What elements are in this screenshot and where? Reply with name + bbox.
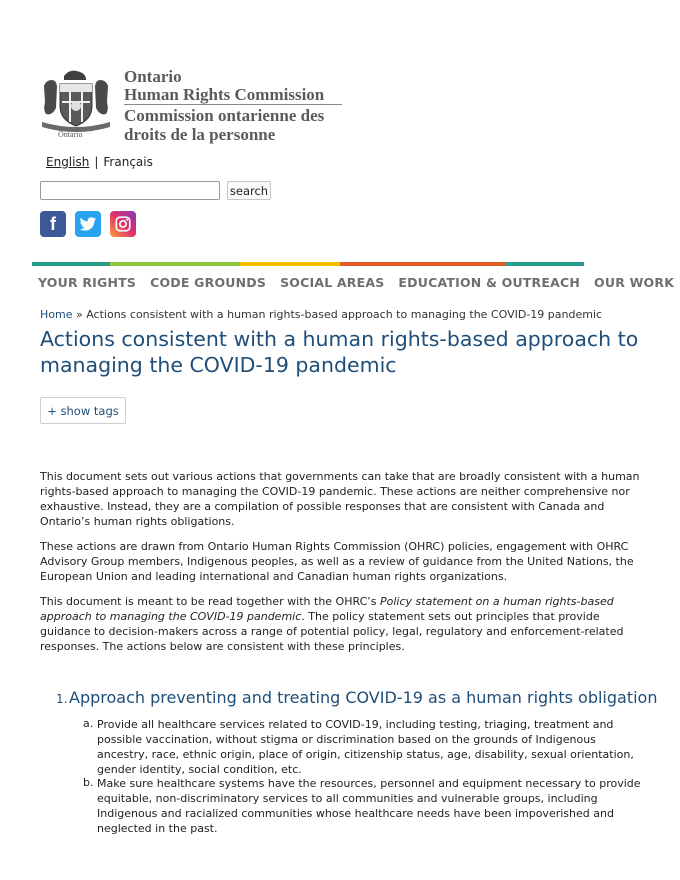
breadcrumb-home-link[interactable]: Home: [40, 308, 73, 321]
language-separator: |: [94, 155, 99, 169]
nav-item-our-work[interactable]: OUR WORK: [594, 275, 675, 290]
org-name-fr-line1: Commission ontarienne des: [124, 106, 325, 125]
language-french-link[interactable]: Français: [103, 155, 153, 169]
show-tags-button[interactable]: + show tags: [40, 397, 126, 424]
org-name-fr-line2: droits de la personne: [124, 125, 276, 144]
nav-item-social-areas[interactable]: SOCIAL AREAS: [280, 275, 385, 290]
intro-paragraph-3: [40, 594, 642, 654]
search-input[interactable]: [40, 181, 220, 200]
p3-text-end: . The policy statement sets out principles that provide guidance to decision-makers across a range of potential policy, legal, regulatory and enforcement-related responses. The actions below are consistent with these principles.: [40, 610, 624, 653]
intro-paragraph-2: These actions are drawn from Ontario Human Rights Commission (OHRC) policies, engagement with OHRC Advisory Group members, Indigenous peoples, as well as a review of guidance from the United Nations, the European Union and leading international and Canadian human rights organizations.: [40, 540, 634, 583]
breadcrumb-separator: »: [75, 308, 83, 321]
crest-caption: Ontario: [58, 130, 83, 139]
list-item-marker: b.: [83, 776, 94, 789]
section-heading: Approach preventing and treating COVID-19 as a human rights obligation: [69, 688, 658, 707]
nav-bar-segment: [32, 262, 110, 266]
language-english-link[interactable]: English: [46, 155, 90, 169]
instagram-icon[interactable]: [110, 211, 136, 237]
breadcrumb: [40, 308, 602, 321]
intro-paragraph-1: This document sets out various actions that governments can take that are broadly consistent with a human rights-based approach to managing the COVID-19 pandemic. These actions are neither comprehensive nor exhaustive. Instead, they are a compilation of possible responses that are consistent with Canada and Ontario’s human rights obligations.: [40, 470, 640, 528]
breadcrumb-current: Actions consistent with a human rights-based approach to managing the COVID-19 pandemic: [86, 308, 603, 321]
list-item-marker: a.: [83, 717, 94, 730]
p3-text-start: This document is meant to be read together with the OHRC’s: [40, 595, 380, 608]
list-item: Provide all healthcare services related to COVID-19, including testing, triaging, treatment and possible vaccination, without stigma or discrimination based on the grounds of Indigenous ancestry, race, ethnic origin, place of origin, citizenship status, age, disability, sexual orientation, gender identity, social condition, etc.: [97, 718, 634, 776]
nav-color-bar: [32, 262, 584, 266]
main-nav: [38, 275, 680, 290]
logo-divider: [124, 104, 342, 105]
nav-bar-segment: [506, 262, 584, 266]
list-item: Make sure healthcare systems have the resources, personnel and equipment necessary to provide equitable, non-discriminatory services to all communities and vulnerable groups, including Indigenous and racialized communities whose healthcare needs have been impoverished and neglected in the past.: [97, 777, 641, 835]
org-name-en-line2: Human Rights Commission: [124, 85, 325, 104]
search-button[interactable]: search: [227, 181, 271, 200]
org-name-en-line1: Ontario: [124, 67, 182, 86]
policy-statement-link[interactable]: Policy statement on a human rights-based approach to managing the COVID-19 pandemic: [40, 595, 614, 623]
twitter-icon[interactable]: [75, 211, 101, 237]
page-title: Actions consistent with a human rights-based approach to managing the COVID-19 pandemic: [40, 327, 639, 377]
nav-bar-segment: [110, 262, 240, 266]
facebook-icon[interactable]: f: [40, 211, 66, 237]
nav-item-code-grounds[interactable]: CODE GROUNDS: [150, 275, 267, 290]
section-number: 1.: [56, 692, 68, 706]
nav-bar-segment: [340, 262, 506, 266]
nav-item-your-rights[interactable]: YOUR RIGHTS: [38, 275, 137, 290]
nav-item-education-outreach[interactable]: EDUCATION & OUTREACH: [398, 275, 581, 290]
language-switcher: [46, 155, 153, 169]
nav-bar-segment: [240, 262, 340, 266]
